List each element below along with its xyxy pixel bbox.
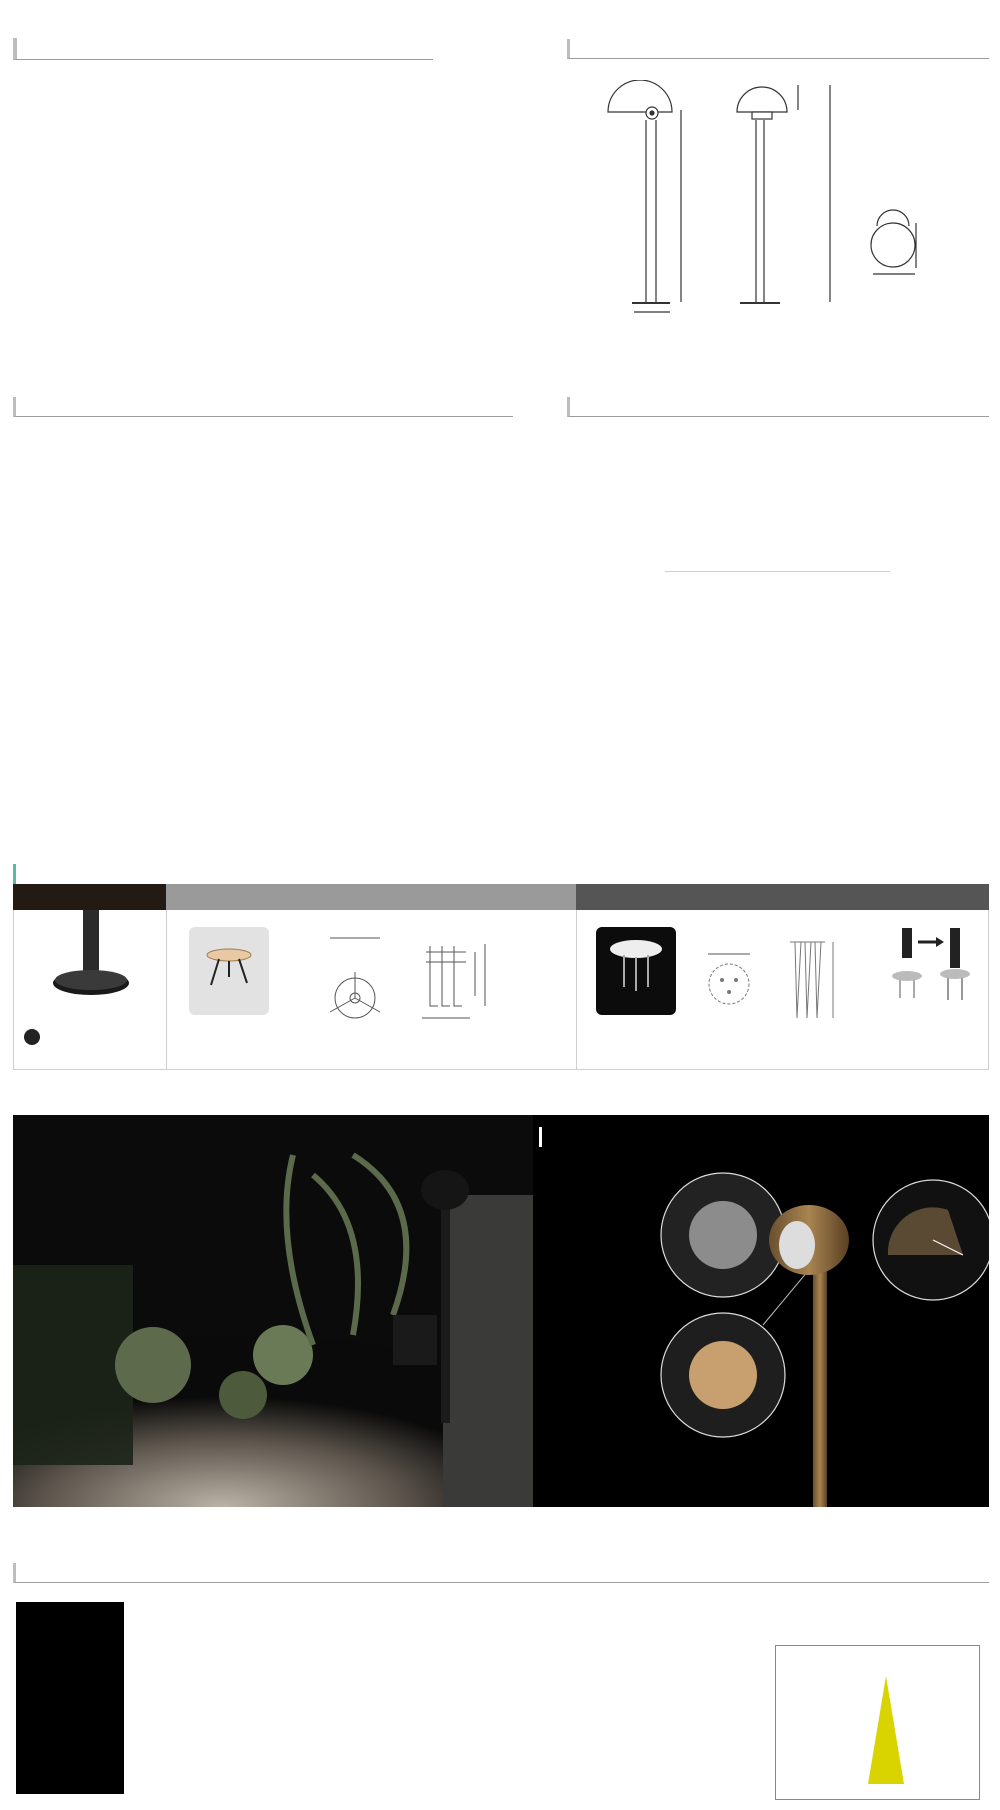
model-title-bar [13,38,433,60]
anchor-top-diagram [700,950,760,1010]
painting-color-title [567,397,989,417]
color-divider [665,571,890,572]
photometric-title [13,1563,989,1583]
installation-steps-image [888,924,983,1006]
inground-top-diagram [320,922,390,1022]
linear-drawing [590,80,1000,340]
linear-drawing-title [567,39,989,59]
polar-plot [140,1620,325,1800]
anchor-20a-image [596,927,676,1015]
anchor-base-header [576,884,989,910]
distribution-curve-chart [345,1598,765,1808]
screw-base-header [13,884,166,910]
inground-side-diagram [420,942,510,1022]
jc3002-image [189,927,269,1015]
illuminance-cone-panel [16,1602,124,1794]
garden-scene [13,1115,989,1507]
inground-base-header [166,884,576,910]
specification-title [13,397,513,417]
anchor-side-diagram [785,936,855,1026]
lux-table-box [775,1645,980,1800]
screw-base-marker [24,1029,40,1045]
base-options-title-bar [13,864,989,884]
lux-cone [866,1676,906,1786]
screw-base-image [40,910,140,1002]
base-divider-2 [576,910,577,1070]
showcase-banner [13,1115,989,1507]
base-divider-1 [166,910,167,1070]
